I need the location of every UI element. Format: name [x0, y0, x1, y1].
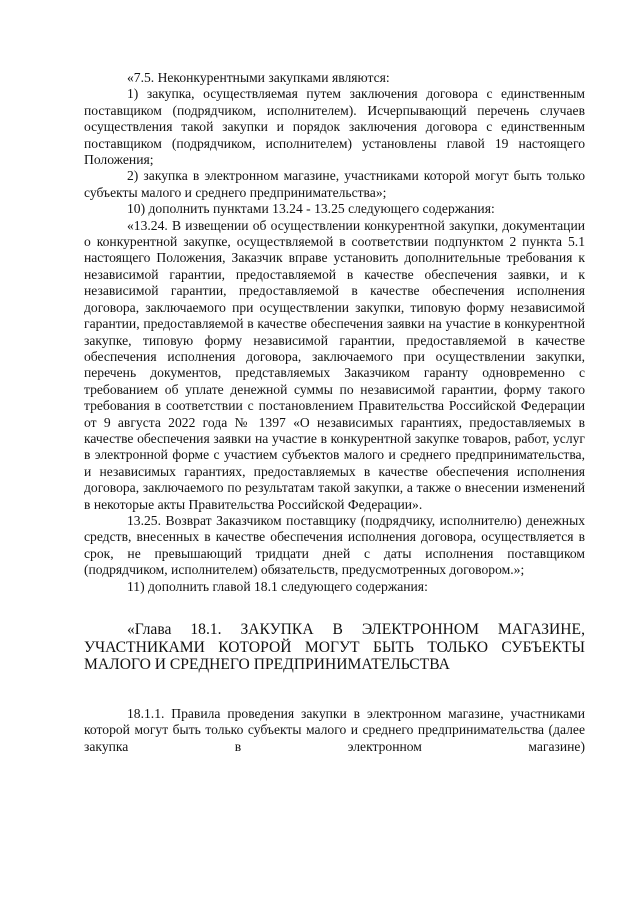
chapter-heading: «Глава 18.1. ЗАКУПКА В ЭЛЕКТРОННОМ МАГАЗИНЕ, УЧАСТНИКАМИ КОТОРОЙ МОГУТ БЫТЬ ТОЛЬКО СУБЪЕКТЫ МАЛОГО И СРЕДНЕГО ПРЕДПРИНИМАТЕЛЬСТВА: [84, 621, 585, 674]
paragraph-13-25: 13.25. Возврат Заказчиком поставщику (подрядчику, исполнителю) денежных средств, внесенных в качестве обеспечения исполнения договора, осуществляется в срок, не превышающий тридцати дней с даты исполнения поставщиком (подрядчиком, исполнителем) обязательств, предусмотренных договором.»;: [84, 512, 585, 578]
paragraph-amendment-11: 11) дополнить главой 18.1 следующего содержания:: [127, 578, 428, 594]
paragraph-7-5-intro: «7.5. Неконкурентными закупками являются:: [127, 70, 390, 85]
paragraph-amendment-10: 10) дополнить пунктами 13.24 - 13.25 следующего содержания:: [127, 201, 495, 217]
document-page: [84, 70, 585, 755]
paragraph-item-1: 1) закупка, осуществляемая путем заключения договора с единственным поставщиком (подрядчиком, исполнителем). Исчерпывающий перечень случаев осуществления такой закупки и порядок заключения договора с единственным поставщиком (подрядчиком, исполнителем) установлены главой 19 настоящего Положения;: [84, 86, 585, 168]
paragraph-18-1-1: 18.1.1. Правила проведения закупки в электронном магазине, участниками которой могут быть только субъекты малого и среднего предпринимательства (далее закупка в электронном магазине): [84, 705, 585, 754]
paragraph-item-2: 2) закупка в электронном магазине, участниками которой могут быть только субъекты малого и среднего предпринимательства»;: [84, 168, 585, 200]
paragraph-13-24: «13.24. В извещении об осуществлении конкурентной закупки, документации о конкурентной закупке, осуществляемой в соответствии подпунктом 2 пункта 5.1 настоящего Положения, Заказчик вправе установить дополнительные требования к независимой гарантии, предоставляемой в качестве обеспечения заявки, и к независимой гарантии, предоставляемой в качестве обеспечения исполнения договора, заключаемого при осуществлении закупки, типовую форму независимой гарантии, предоставляемой в качестве обеспечения заявки на участие в конкурентной закупке, типовую форму независимой гарантии, предоставляемой в качестве обеспечения исполнения договора, заключаемого при осуществлении закупки, перечень документов, представляемых Заказчиком гаранту одновременно с требованием об уплате денежной суммы по независимой гарантии, форму такого требования в соответствии с постановлением Правительства Российской Федерации от 9 августа 2022 года № 1397 «О независимых гарантиях, предоставляемых в качестве обеспечения заявки на участие в конкурентной закупке товаров, работ, услуг в электронной форме с участием субъектов малого и среднего предпринимательства, и независимых гарантиях, предоставляемых в качестве обеспечения исполнения договора, заключаемого по результатам такой закупки, а также о внесении изменений в некоторые акты Правительства Российской Федерации».: [84, 217, 585, 512]
